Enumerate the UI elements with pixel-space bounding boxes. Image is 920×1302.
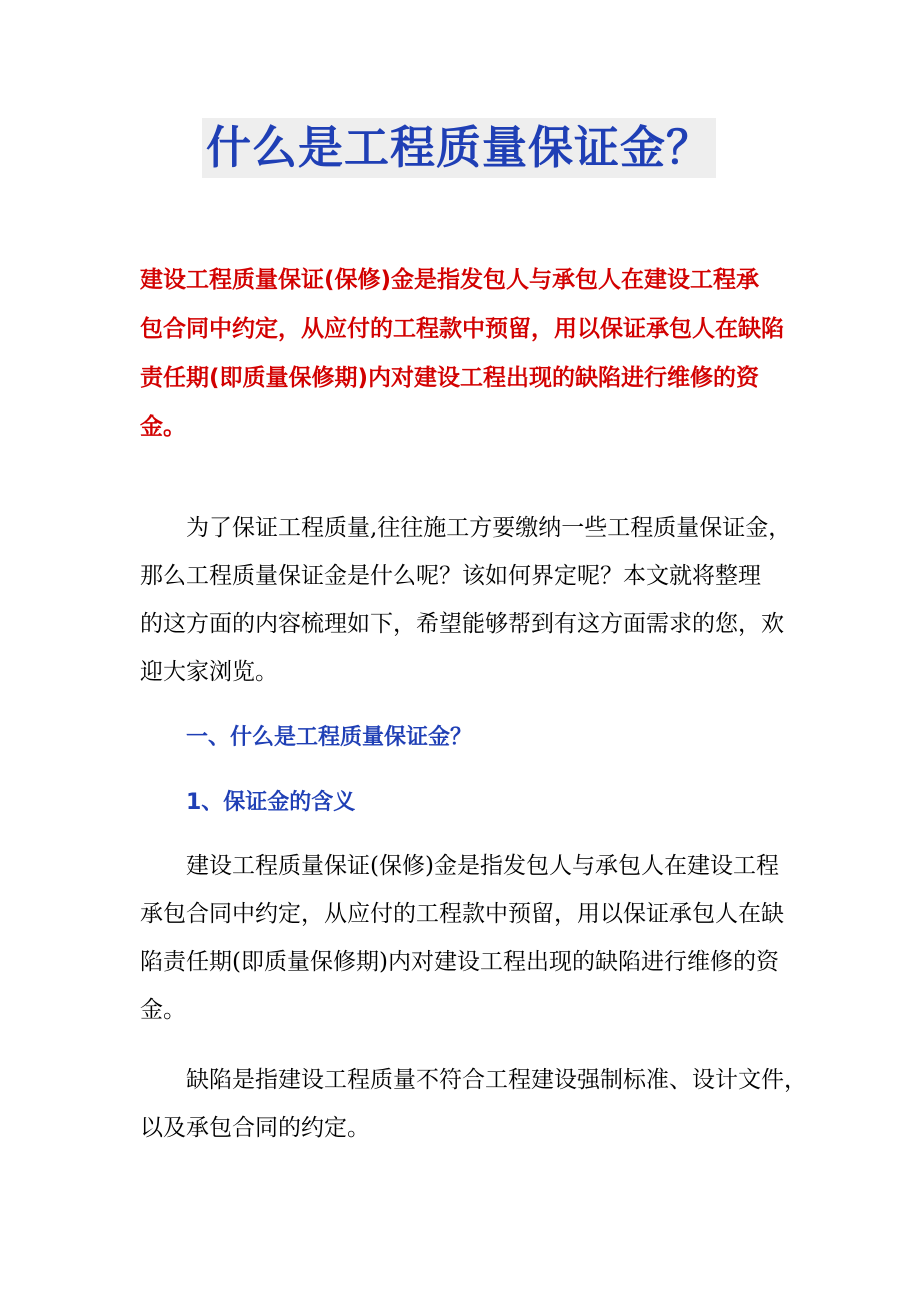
intro-line: 为了保证工程质量,往往施工方要缴纳一些工程质量保证金，	[186, 515, 792, 541]
intro-line: 那么工程质量保证金是什么呢？该如何界定呢？本文就将整理	[140, 563, 761, 589]
abstract-paragraph	[140, 256, 784, 452]
definition-paragraph	[140, 842, 800, 1034]
section-heading: 一、什么是工程质量保证金？	[186, 725, 473, 750]
abstract-line: 责任期(即质量保修期)内对建设工程出现的缺陷进行维修的资	[140, 365, 760, 391]
intro-line: 的这方面的内容梳理如下，希望能够帮到有这方面需求的您，欢	[140, 611, 784, 637]
definition-line: 建设工程质量保证(保修)金是指发包人与承包人在建设工程	[186, 853, 779, 879]
defect-line: 缺陷是指建设工程质量不符合工程建设强制标准、设计文件，	[186, 1067, 807, 1093]
defect-line: 以及承包合同的约定。	[140, 1115, 370, 1141]
defect-paragraph	[140, 1056, 807, 1152]
intro-paragraph	[140, 504, 800, 696]
definition-line: 陷责任期(即质量保修期)内对建设工程出现的缺陷进行维修的资	[140, 949, 779, 975]
sub-heading: 1、保证金的含义	[186, 790, 356, 815]
abstract-line: 包合同中约定，从应付的工程款中预留，用以保证承包人在缺陷	[140, 316, 784, 342]
definition-line: 金。	[140, 997, 186, 1023]
abstract-line: 建设工程质量保证(保修)金是指发包人与承包人在建设工程承	[140, 267, 760, 293]
page-title: 什么是工程质量保证金？	[206, 121, 713, 174]
abstract-line: 金。	[140, 414, 186, 440]
intro-line: 迎大家浏览。	[140, 659, 278, 685]
definition-line: 承包合同中约定，从应付的工程款中预留，用以保证承包人在缺	[140, 901, 784, 927]
